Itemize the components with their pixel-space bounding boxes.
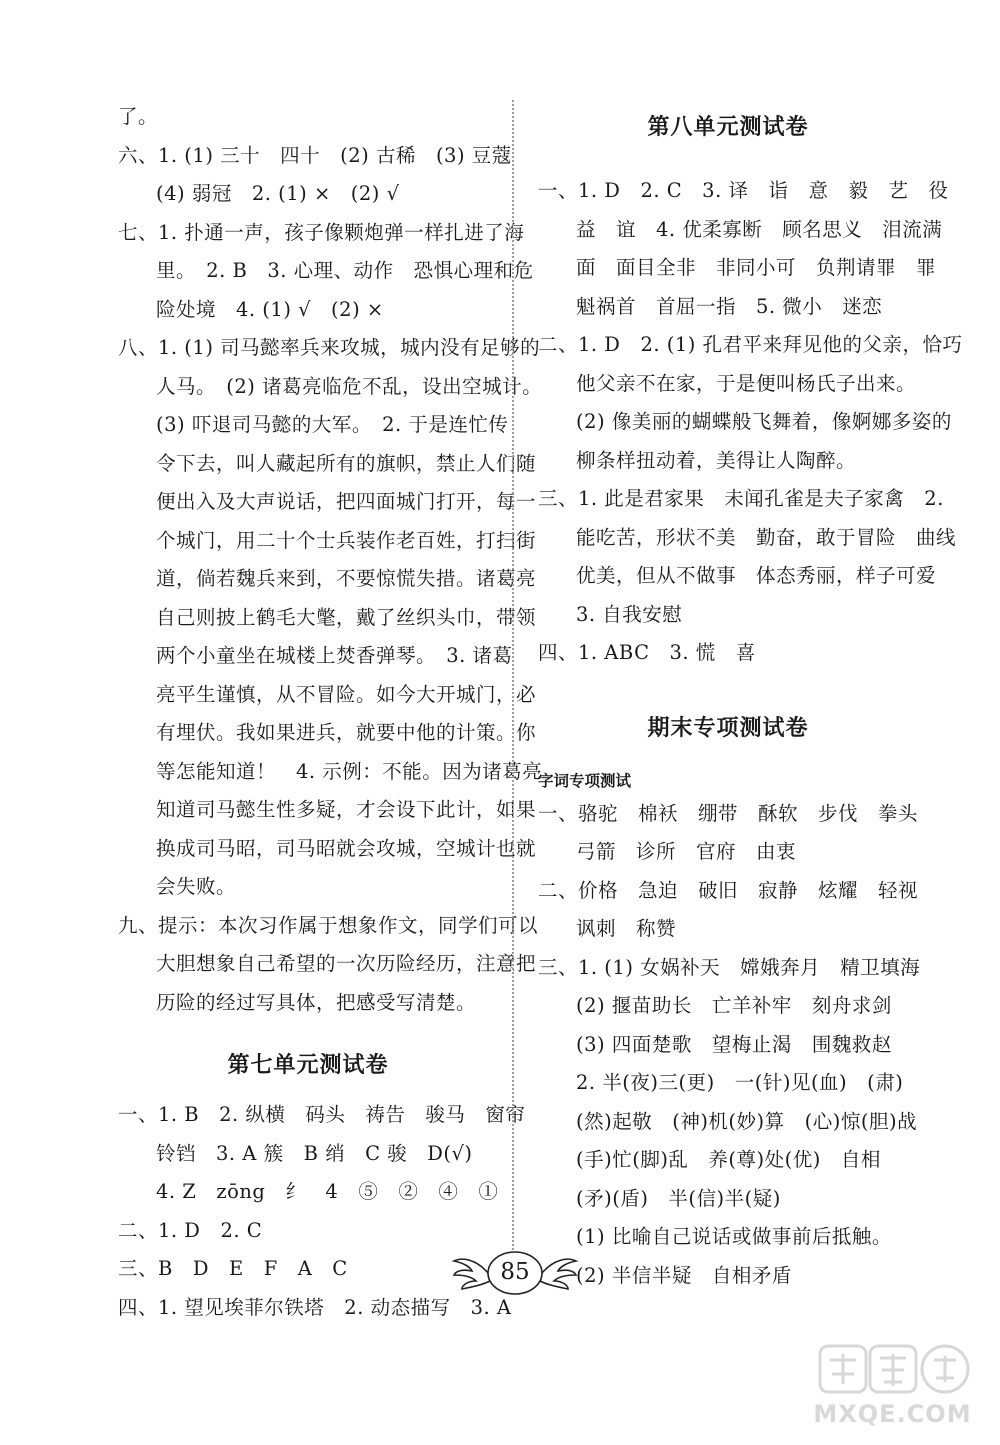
answer-line: 九、提示：本次习作属于想象作文，同学们可以: [118, 913, 539, 937]
answer-line: (4) 弱冠 2. (1) × (2) √: [156, 182, 400, 205]
answer-line: 换成司马昭，司马昭就会攻城，空城计也就: [156, 836, 537, 860]
answer-line: 险处境 4. (1) √ (2) ×: [156, 297, 384, 321]
left-block-answers: [118, 98, 543, 1022]
answer-line: 益 谊 4. 优柔寡断 顾名思义 泪流满: [576, 217, 943, 241]
answer-line: (3) 吓退司马懿的大军。 2. 于是连忙传: [156, 413, 509, 436]
answer-line: 便出入及大声说话，把四面城门打开，每一: [156, 490, 537, 513]
answer-line: 三、B D E F A C: [118, 1257, 348, 1280]
answer-line: 二、1. D 2. (1) 孔君平来拜见他的父亲，恰巧: [538, 333, 963, 356]
answer-line: (2) 像美丽的蝴蝶般飞舞着，像婀娜多姿的: [576, 410, 952, 433]
answer-line: 魁祸首 首屈一指 5. 微小 迷恋: [576, 294, 883, 318]
page-number-badge: [450, 1247, 580, 1303]
answer-line: 道，倘若魏兵来到，不要惊慌失措。诸葛亮: [156, 567, 537, 590]
watermark-logo-icon: [800, 1338, 985, 1400]
answer-line: 自己则披上鹤毛大氅，戴了丝织头巾，带领: [156, 605, 537, 629]
answer-line: 一、1. D 2. C 3. 译 诣 意 毅 艺 役: [538, 179, 949, 202]
answer-line: 一、1. B 2. 纵横 码头 祷告 骏马 窗帘: [118, 1103, 526, 1126]
answer-line: 七、1. 扑通一声，孩子像颗炮弹一样扎进了海: [118, 220, 525, 244]
final-exam-title: 期末专项测试卷: [647, 715, 809, 741]
answer-line: 亮平生谨慎，从不冒险。如今大开城门，必: [156, 682, 537, 706]
answer-line: (手)忙(脚)乱 养(尊)处(优) 自相: [576, 1148, 881, 1171]
answer-line: (矛)(盾) 半(信)半(疑): [576, 1186, 781, 1210]
answer-line: 优美，但从不做事 体态秀丽，样子可爱: [576, 564, 937, 587]
answer-line: 能吃苦，形状不美 勤奋，敢于冒险 曲线: [576, 525, 957, 549]
answer-line: 两个小童坐在城楼上焚香弹琴。 3. 诸葛: [156, 644, 513, 667]
answer-line: 弓箭 诊所 官府 由衷: [576, 840, 797, 863]
answer-line: (2) 半信半疑 自相矛盾: [576, 1263, 792, 1287]
answer-line: 面 面目全非 非同小可 负荆请罪 罪: [576, 256, 937, 279]
answer-line: 有埋伏。我如果进兵，就要中他的计策。你: [156, 721, 537, 744]
answer-line: 他父亲不在家，于是便叫杨氏子出来。: [576, 371, 917, 395]
answer-line: 里。 2. B 3. 心理、动作 恐惧心理和危: [156, 259, 534, 282]
answer-line: 二、价格 急迫 破旧 寂静 炫耀 轻视: [538, 878, 919, 902]
answer-line: 个城门，用二十个士兵装作老百姓，打扫街: [156, 528, 537, 552]
answer-line: 等怎能知道！ 4. 示例：不能。因为诸葛亮: [156, 759, 543, 783]
answer-line: (2) 揠苗助长 亡羊补牢 刻舟求剑: [576, 994, 892, 1017]
answer-line: 八、1. (1) 司马懿率兵来攻城，城内没有足够的: [118, 336, 541, 359]
answer-line: (然)起敬 (神)机(妙)算 (心)惊(胆)战: [576, 1109, 918, 1133]
answer-line: 历险的经过写具体，把感受写清楚。: [156, 990, 477, 1014]
answer-line: 了。: [118, 105, 159, 128]
answer-line: 人马。 (2) 诸葛亮临危不乱，设出空城计。: [156, 374, 543, 398]
answer-line: 柳条样扭动着，美得让人陶醉。: [576, 448, 857, 472]
unit8-answers: [538, 172, 963, 673]
answer-line: 四、1. ABC 3. 慌 喜: [538, 641, 756, 664]
column-divider: [512, 100, 514, 1290]
answer-line: (3) 四面楚歌 望梅止渴 围魏救赵: [576, 1032, 892, 1056]
answer-line: 讽刺 称赞: [576, 917, 677, 940]
answer-line: 六、1. (1) 三十 四十 (2) 古稀 (3) 豆蔻: [118, 143, 512, 167]
answer-line: (1) 比喻自己说话或做事前后抵触。: [576, 1225, 892, 1248]
final-exam-subtitle: 字词专项测试: [538, 771, 632, 790]
answer-line: 会失败。: [156, 875, 237, 898]
watermark: [800, 1338, 985, 1438]
answer-line: 大胆想象自己希望的一次历险经历，注意把: [156, 952, 537, 975]
answer-line: 四、1. 望见埃菲尔铁塔 2. 动态描写 3. A: [118, 1295, 512, 1319]
answer-line: 三、1. (1) 女娲补天 嫦娥奔月 精卫填海: [538, 955, 921, 979]
answer-line: 2. 半(夜)三(更) 一(针)见(血) (肃): [576, 1071, 904, 1094]
unit7-title: 第七单元测试卷: [227, 1053, 389, 1078]
unit8-title: 第八单元测试卷: [647, 115, 809, 140]
answer-line: 3. 自我安慰: [576, 602, 683, 626]
watermark-text: MXQE.COM: [813, 1400, 972, 1428]
page-number: 85: [500, 1259, 530, 1285]
answer-line: 知道司马懿生性多疑，才会设下此计，如果: [156, 798, 537, 821]
answer-line: 三、1. 此是君家果 未闻孔雀是夫子家禽 2.: [538, 487, 944, 510]
right-column: [538, 98, 963, 1295]
final-answers: [538, 795, 921, 1296]
answer-line: 二、1. D 2. C: [118, 1218, 263, 1242]
answer-line: 令下去，叫人藏起所有的旗帜，禁止人们随: [156, 451, 537, 475]
answer-line: 一、骆驼 棉袄 绷带 酥软 步伐 拳头: [538, 801, 919, 825]
answer-line: 铃铛 3. A 簇 B 绡 C 骏 D(√): [156, 1141, 473, 1165]
answer-line: 4. Z zōng 纟 4 ⑤ ② ④ ①: [156, 1180, 499, 1203]
